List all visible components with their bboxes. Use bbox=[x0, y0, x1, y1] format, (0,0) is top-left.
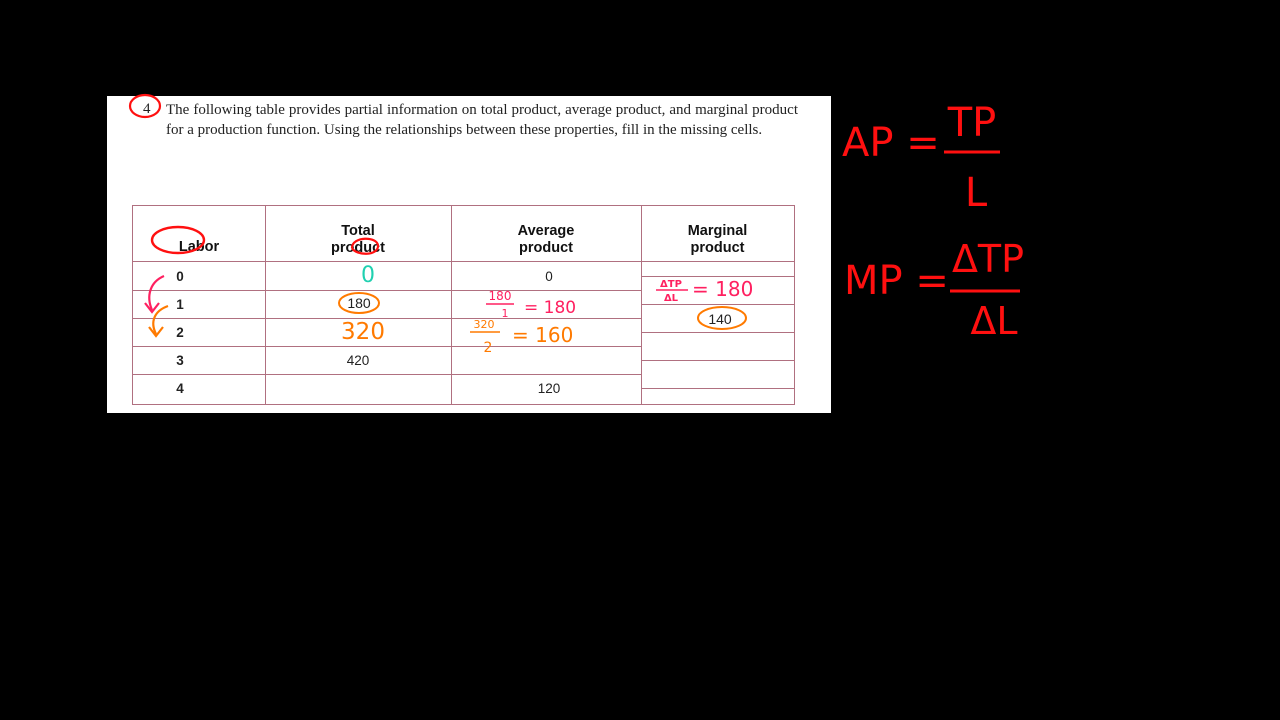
mp-row1-numerator: ΔTP bbox=[660, 279, 682, 290]
ap-formula-numerator: TP bbox=[947, 100, 997, 146]
ap-formula-denominator: L bbox=[964, 170, 988, 216]
ap-row2-denominator: 2 bbox=[483, 340, 493, 356]
mp-row2-handwritten: 140 bbox=[708, 311, 732, 327]
average-product-cell: 120 bbox=[537, 381, 561, 396]
labor-cell: 2 bbox=[176, 325, 184, 340]
labor-cell: 1 bbox=[176, 297, 184, 312]
ap-formula-lhs: AP = bbox=[842, 120, 940, 166]
mp-row1-denominator: ΔL bbox=[663, 293, 679, 304]
mp-row1-result: = 180 bbox=[692, 277, 754, 301]
ap-row1-denominator: 1 bbox=[501, 307, 509, 320]
mp-formula-lhs: MP = bbox=[844, 258, 949, 304]
total-product-cell: 420 bbox=[346, 353, 370, 368]
tp-row1-handwritten: 180 bbox=[347, 295, 371, 311]
ap-row2-result: = 160 bbox=[512, 323, 574, 347]
tp-row0-handwritten: 0 bbox=[361, 263, 375, 288]
tp-row2-handwritten: 320 bbox=[341, 319, 385, 345]
ap-row2-numerator: 320 bbox=[473, 318, 495, 331]
header-total-product: Total product bbox=[331, 223, 385, 256]
header-average-product: Average product bbox=[517, 223, 575, 256]
average-product-cell: 0 bbox=[545, 269, 553, 284]
header-labor: Labor bbox=[178, 239, 220, 255]
labor-cell: 3 bbox=[176, 353, 184, 368]
labor-cell: 0 bbox=[176, 269, 184, 284]
mp-formula-numerator: ΔTP bbox=[951, 237, 1025, 281]
ap-row1-numerator: 180 bbox=[488, 289, 512, 303]
header-marginal-product: Marginal product bbox=[687, 223, 748, 256]
problem-number: 4 bbox=[143, 101, 151, 117]
labor-cell: 4 bbox=[176, 381, 184, 396]
ap-row1-result: = 180 bbox=[524, 298, 577, 318]
problem-text: The following table provides partial information on total product, average product, and marginal product for a production function. Using the relationships between these properties, fill in the missing cells. bbox=[166, 102, 798, 138]
mp-formula-denominator: ΔL bbox=[970, 299, 1018, 343]
